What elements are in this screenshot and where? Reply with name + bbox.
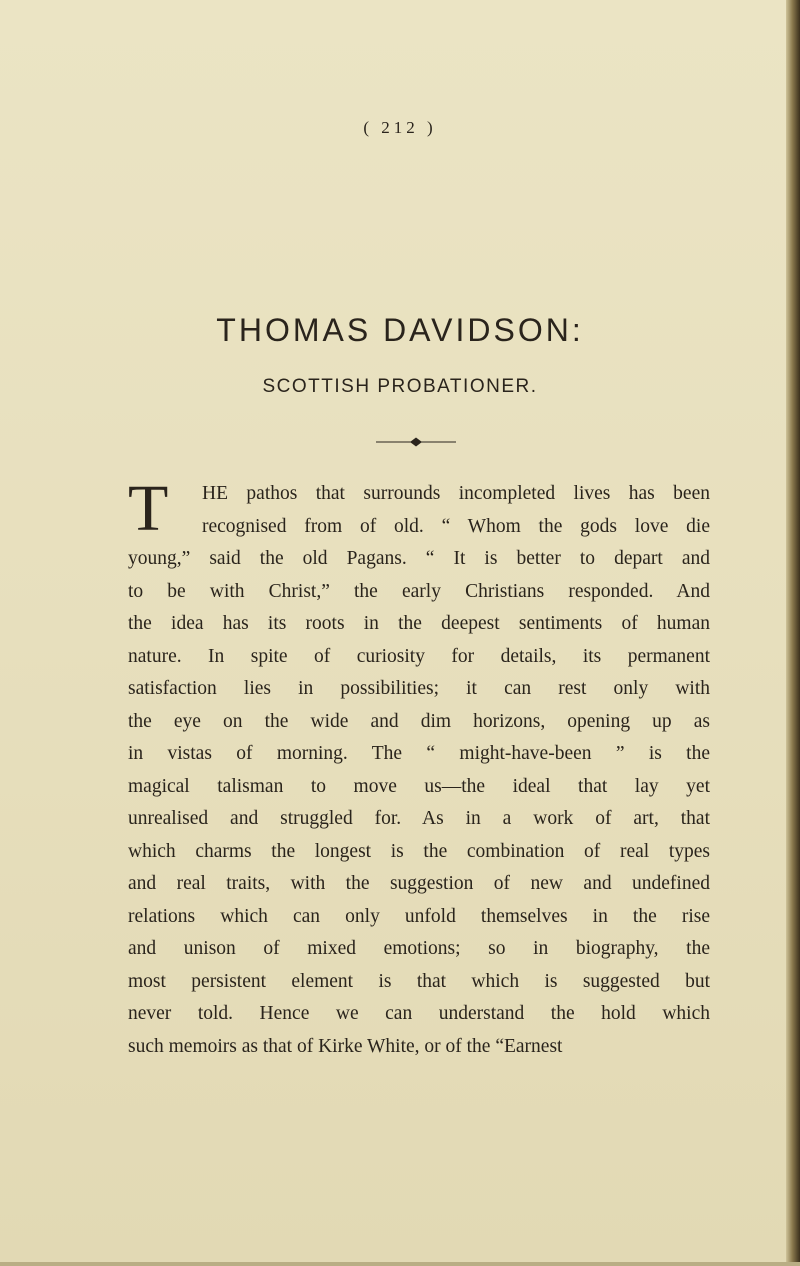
page-edge xyxy=(786,0,800,1266)
text-line: young,” said the old Pagans. “ It is better to depart and xyxy=(128,548,710,569)
text-line: the idea has its roots in the deepest sentiments of human xyxy=(128,613,710,634)
text-line: nature. In spite of curiosity for details, its permanent xyxy=(128,645,710,667)
text-line: and unison of mixed emotions; so in biography, the xyxy=(128,938,710,959)
text-line: which charms the longest is the combination of real types xyxy=(128,840,710,862)
page-bottom-edge xyxy=(0,1262,800,1266)
text-line: in vistas of morning. The “ might-have-been ” is the xyxy=(128,743,710,764)
text-line: such memoirs as that of Kirke White, or of the “Earnest xyxy=(128,1035,563,1057)
text-line: satisfaction lies in possibilities; it can rest only with xyxy=(128,678,710,699)
text-line: relations which can only unfold themselves in the rise xyxy=(128,905,710,927)
body-text xyxy=(128,472,710,1063)
text-line: never told. Hence we can understand the hold which xyxy=(128,1003,710,1024)
text-line: magical talisman to move us—the ideal that lay yet xyxy=(128,775,710,797)
page-number: ( 212 ) xyxy=(363,118,437,137)
text-line: unrealised and struggled for. As in a work of art, that xyxy=(128,808,710,829)
text-line: HE pathos that surrounds incompleted lives has been xyxy=(202,483,710,504)
text-line: recognised from of old. “ Whom the gods love die xyxy=(202,515,710,537)
text-line: most persistent element is that which is suggested but xyxy=(128,970,710,992)
chapter-title: THOMAS DAVIDSON: xyxy=(216,312,584,348)
diamond-rule-icon xyxy=(376,436,456,448)
text-line: to be with Christ,” the early Christians responded. And xyxy=(128,580,710,602)
text-line: and real traits, with the suggestion of new and undefined xyxy=(128,873,710,894)
text-line: the eye on the wide and dim horizons, opening up as xyxy=(128,710,710,732)
chapter-subtitle: SCOTTISH PROBATIONER. xyxy=(262,376,538,397)
drop-cap: T xyxy=(128,472,169,545)
